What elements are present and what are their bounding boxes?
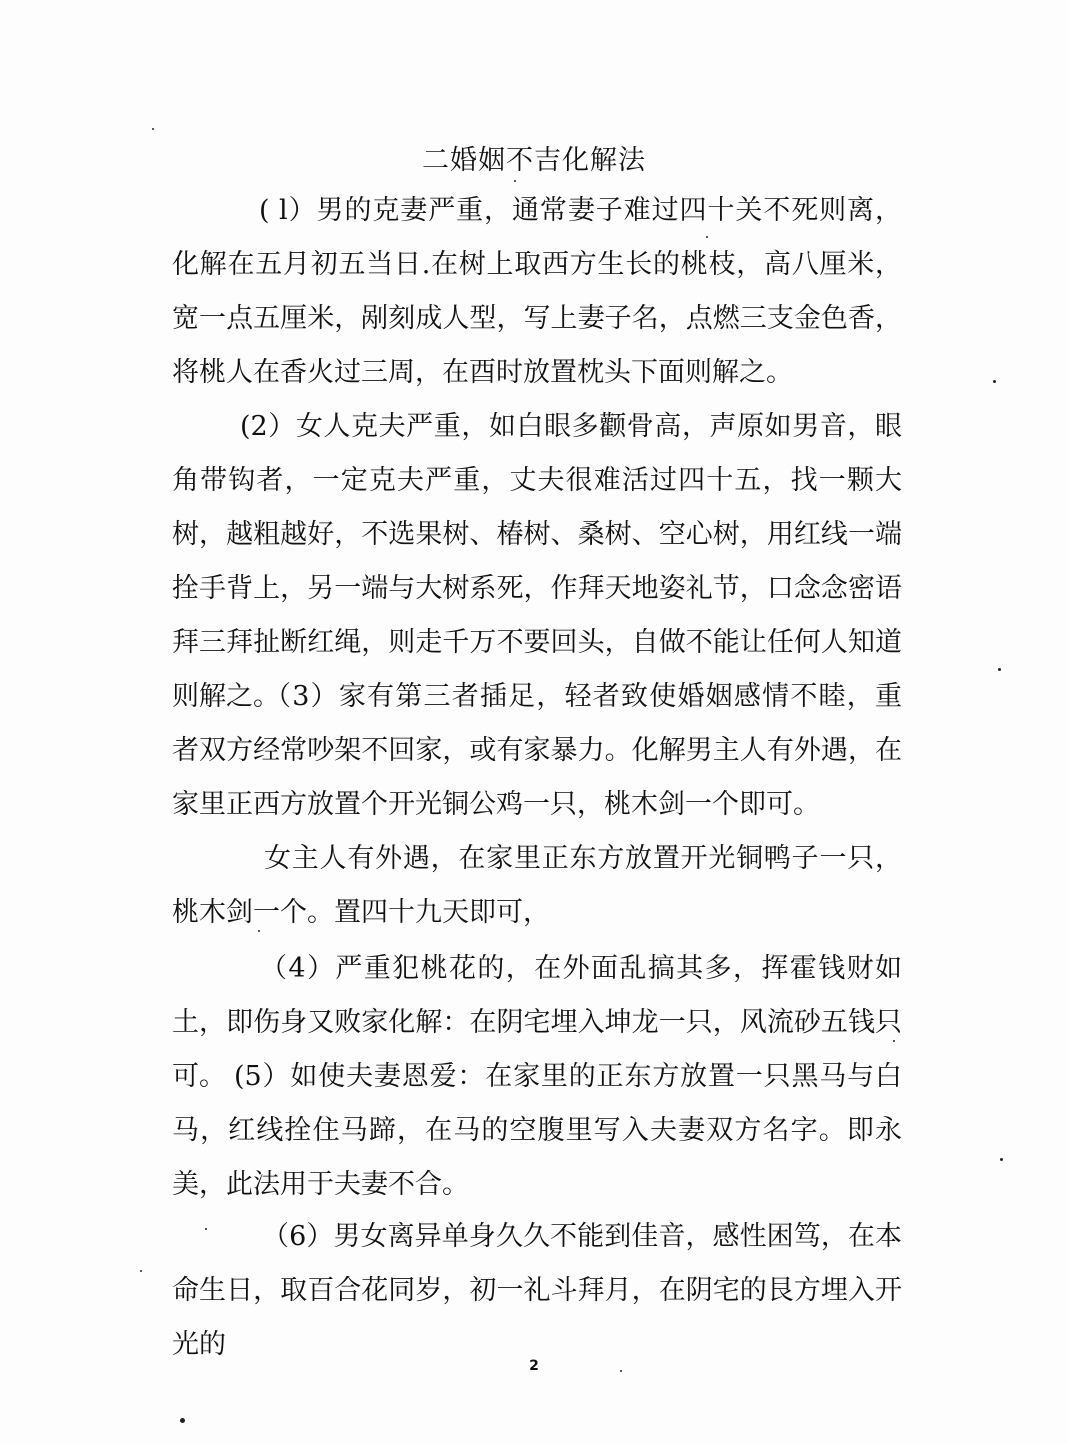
scan-speck (140, 1270, 142, 1272)
page-number: 2 (529, 1358, 539, 1374)
scan-speck (258, 930, 260, 932)
scan-speck (205, 1228, 207, 1230)
paragraph-3: （3）家有第三者插足，轻者致使婚姻感情不睦，重者双方经常吵架不回家，或有家暴力。化解男主人有外遇，在家里正西方放置个开光铜公鸡一只，桃木剑一个即可。 (172, 681, 902, 820)
scan-speck (706, 236, 708, 238)
paragraph-5: （4）严重犯桃花的，在外面乱搞其多，挥霍钱财如土，即伤身又败家化解：在阴宅埋入坤龙一只，风流砂五钱只可。 (172, 953, 902, 1092)
scan-speck (993, 380, 996, 383)
scan-speck (620, 1370, 622, 1372)
scan-speck (514, 180, 516, 182)
paragraph-4: 女主人有外遇，在家里正东方放置开光铜鸭子一只，桃木剑一个。置四十九天即可， (172, 843, 902, 928)
paragraph-6: (5）如使夫妻恩爱：在家里的正东方放置一只黑马与白马，红线拴住马蹄，在马的空腹里写入夫妻双方名字。即永美，此法用于夫妻不合。 (172, 1061, 902, 1200)
scan-speck (893, 1040, 895, 1042)
scan-speck (1000, 1158, 1003, 1161)
scan-speck (152, 128, 154, 130)
document-title: 二婚姻不吉化解法 (422, 145, 646, 176)
paragraph-7: （6）男女离异单身久久不能到佳音，感性困笃，在本命生日，取百合花同岁，初一礼斗拜月，在阴宅的艮方埋入开光的 (172, 1221, 902, 1360)
paragraph-1: ( l）男的克妻严重，通常妻子难过四十关不死则离，化解在五月初五当日.在树上取西方生长的桃枝，高八厘米，宽一点五厘米，剐刻成人型，写上妻子名，点燃三支金色香，将桃人在香火过三周，在酉时放置枕头下面则解之。 (172, 195, 902, 388)
scan-speck (998, 668, 1001, 671)
paragraph-2: (2）女人克夫严重，如白眼多颧骨高，声原如男音，眼角带钩者，一定克夫严重，丈夫很难活过四十五，找一颗大树，越粗越好，不选果树、椿树、桑树、空心树，用红线一端拴手背上，另一端与大树系死，作拜天地姿礼节，口念念密语拜三拜扯断红绳，则走千万不要回头，自做不能让任何人知道则解之。 (172, 411, 902, 712)
scan-speck (180, 1418, 185, 1423)
